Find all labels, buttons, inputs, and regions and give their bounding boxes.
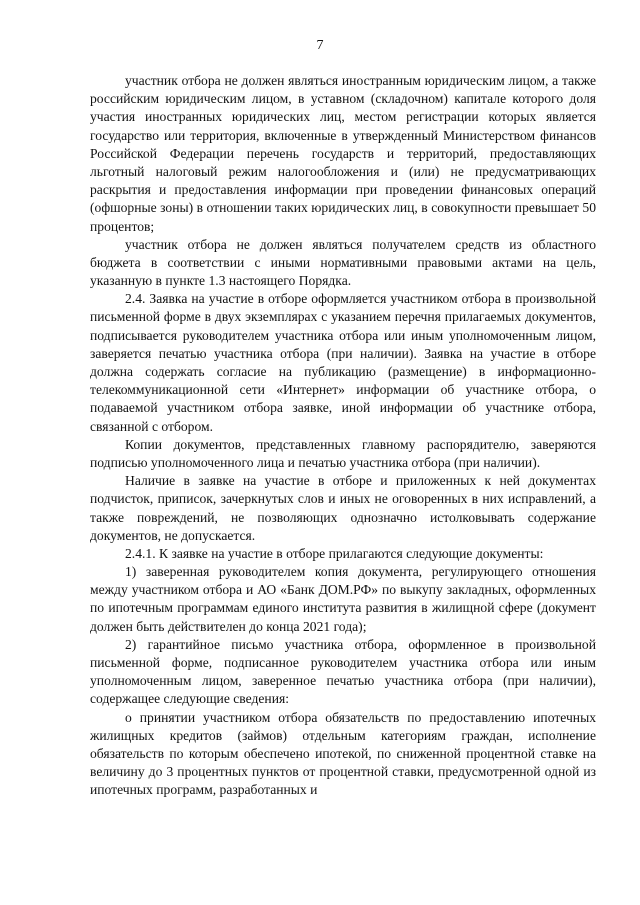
paragraph-budget-requirement: участник отбора не должен являться получателем средств из областного бюджета в соответствии с иными нормативными правовыми актами на цель, указанную в пункте 1.3 настоящего Порядка. [90, 236, 596, 289]
paragraph-obligations: о принятии участником отбора обязательств по предоставлению ипотечных жилищных кредитов (займов) отдельным категориям граждан, исполнение обязательств по которым обеспечено ипотекой, по сниженной процентной ставке на величину до 3 процентных пунктов от процентной ставки, предусмотренной одной из ипотечных программ, разработанных и [90, 709, 596, 798]
paragraph-2-4-application: 2.4. Заявка на участие в отборе оформляется участником отбора в произвольной письменной форме в двух экземплярах с указанием перечня прилагаемых документов, подписывается руководителем участника отбора или иным уполномоченным лицом, заверяется печатью участника отбора (при наличии). Заявка на участие в отборе должна содержать согласие на публикацию (размещение) в информационно-телекоммуникационной сети «Интернет» информации об участнике отбора, о подаваемой участником отбора заявке, иной информации об участнике отбора, связанной с отбором. [90, 291, 596, 434]
paragraph-document-copies: Копии документов, представленных главному распорядителю, заверяются подписью уполномоченного лица и печатью участника отбора (при наличии). [90, 436, 596, 470]
paragraph-offshore-requirement: участник отбора не должен являться иностранным юридическим лицом, а также российским юридическим лицом, в уставном (складочном) капитале которого доля участия иностранных юридических лиц, местом регистрации которых является государство или территория, включенные в утвержденный Министерством финансов Российской Федерации перечень государств и территорий, предоставляющих льготный налоговый режим налогообложения и (или) не предусматривающих раскрытия и предоставления информации при проведении финансовых операций (офшорные зоны) в отношении таких юридических лиц, в совокупности превышает 50 процентов; [90, 73, 596, 234]
paragraph-corrections-prohibited: Наличие в заявке на участие в отборе и приложенных к ней документах подчисток, приписок, зачеркнутых слов и иных не оговоренных в них исправлений, а также повреждений, не позволяющих однозначно истолковывать содержание документов, не допускается. [90, 473, 596, 543]
paragraph-item-2: 2) гарантийное письмо участника отбора, оформленное в произвольной письменной форме, подписанное руководителем участника отбора или иным уполномоченным лицом, заверенное печатью участника отбора (при наличии), содержащее следующие сведения: [90, 636, 596, 707]
page-number: 7 [316, 38, 324, 53]
paragraph-item-1: 1) заверенная руководителем копия документа, регулирующего отношения между участником отбора и АО «Банк ДОМ.РФ» по выкупу закладных, оформленных по ипотечным программам единого института развития в жилищной сфере (документ должен быть действителен до конца 2021 года); [90, 564, 596, 634]
paragraph-2-4-1-documents: 2.4.1. К заявке на участие в отборе прилагаются следующие документы: [125, 545, 544, 561]
document-body [90, 72, 596, 800]
